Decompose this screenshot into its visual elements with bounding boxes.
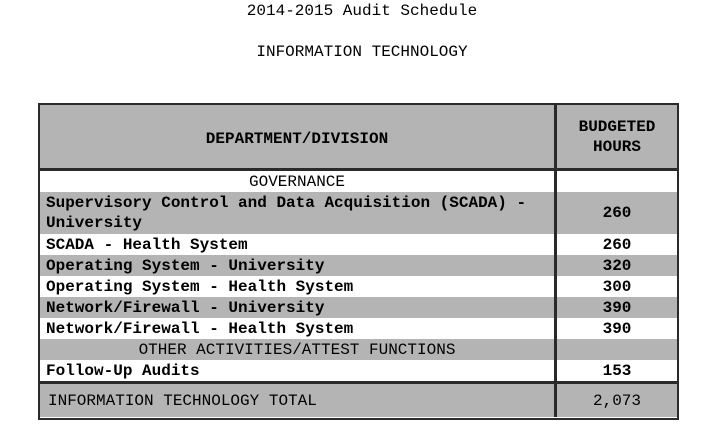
budgeted-hours: 390 [554, 297, 677, 318]
section-row-other-activities [40, 339, 677, 360]
budgeted-hours: 153 [554, 360, 677, 381]
table-row [40, 255, 677, 276]
header-hours-label: HOURS [592, 137, 641, 156]
section-label: OTHER ACTIVITIES/ATTEST FUNCTIONS [40, 339, 554, 360]
table-row [40, 297, 677, 318]
department-name: Network/Firewall - University [40, 297, 554, 318]
budgeted-hours: 300 [554, 276, 677, 297]
department-name: SCADA - Health System [40, 234, 554, 255]
budgeted-hours: 390 [554, 318, 677, 339]
table-row [40, 192, 677, 234]
total-hours: 2,073 [554, 384, 677, 417]
department-name: Supervisory Control and Data Acquisition (SCADA) - University [40, 192, 554, 234]
header-department-division: DEPARTMENT/DIVISION [40, 105, 554, 168]
section-row-governance [40, 171, 677, 192]
total-row [40, 381, 677, 417]
budgeted-hours: 320 [554, 255, 677, 276]
department-name: Operating System - University [40, 255, 554, 276]
section-hours-empty [554, 339, 677, 360]
section-hours-empty [554, 171, 677, 192]
table-row [40, 318, 677, 339]
department-name: Network/Firewall - Health System [40, 318, 554, 339]
table-row [40, 234, 677, 255]
budgeted-hours: 260 [554, 192, 677, 234]
table-header-row [40, 105, 677, 171]
header-budgeted-hours [554, 105, 677, 168]
department-name: Operating System - Health System [40, 276, 554, 297]
document-title: 2014-2015 Audit Schedule [246, 2, 478, 20]
total-label: INFORMATION TECHNOLOGY TOTAL [40, 384, 554, 417]
budgeted-hours: 260 [554, 234, 677, 255]
document-subtitle: INFORMATION TECHNOLOGY [256, 43, 468, 61]
department-name: Follow-Up Audits [40, 360, 554, 381]
section-label: GOVERNANCE [40, 171, 554, 192]
table-row [40, 276, 677, 297]
audit-schedule-table [38, 103, 679, 420]
header-budgeted-label: BUDGETED [578, 117, 656, 136]
table-row [40, 360, 677, 381]
